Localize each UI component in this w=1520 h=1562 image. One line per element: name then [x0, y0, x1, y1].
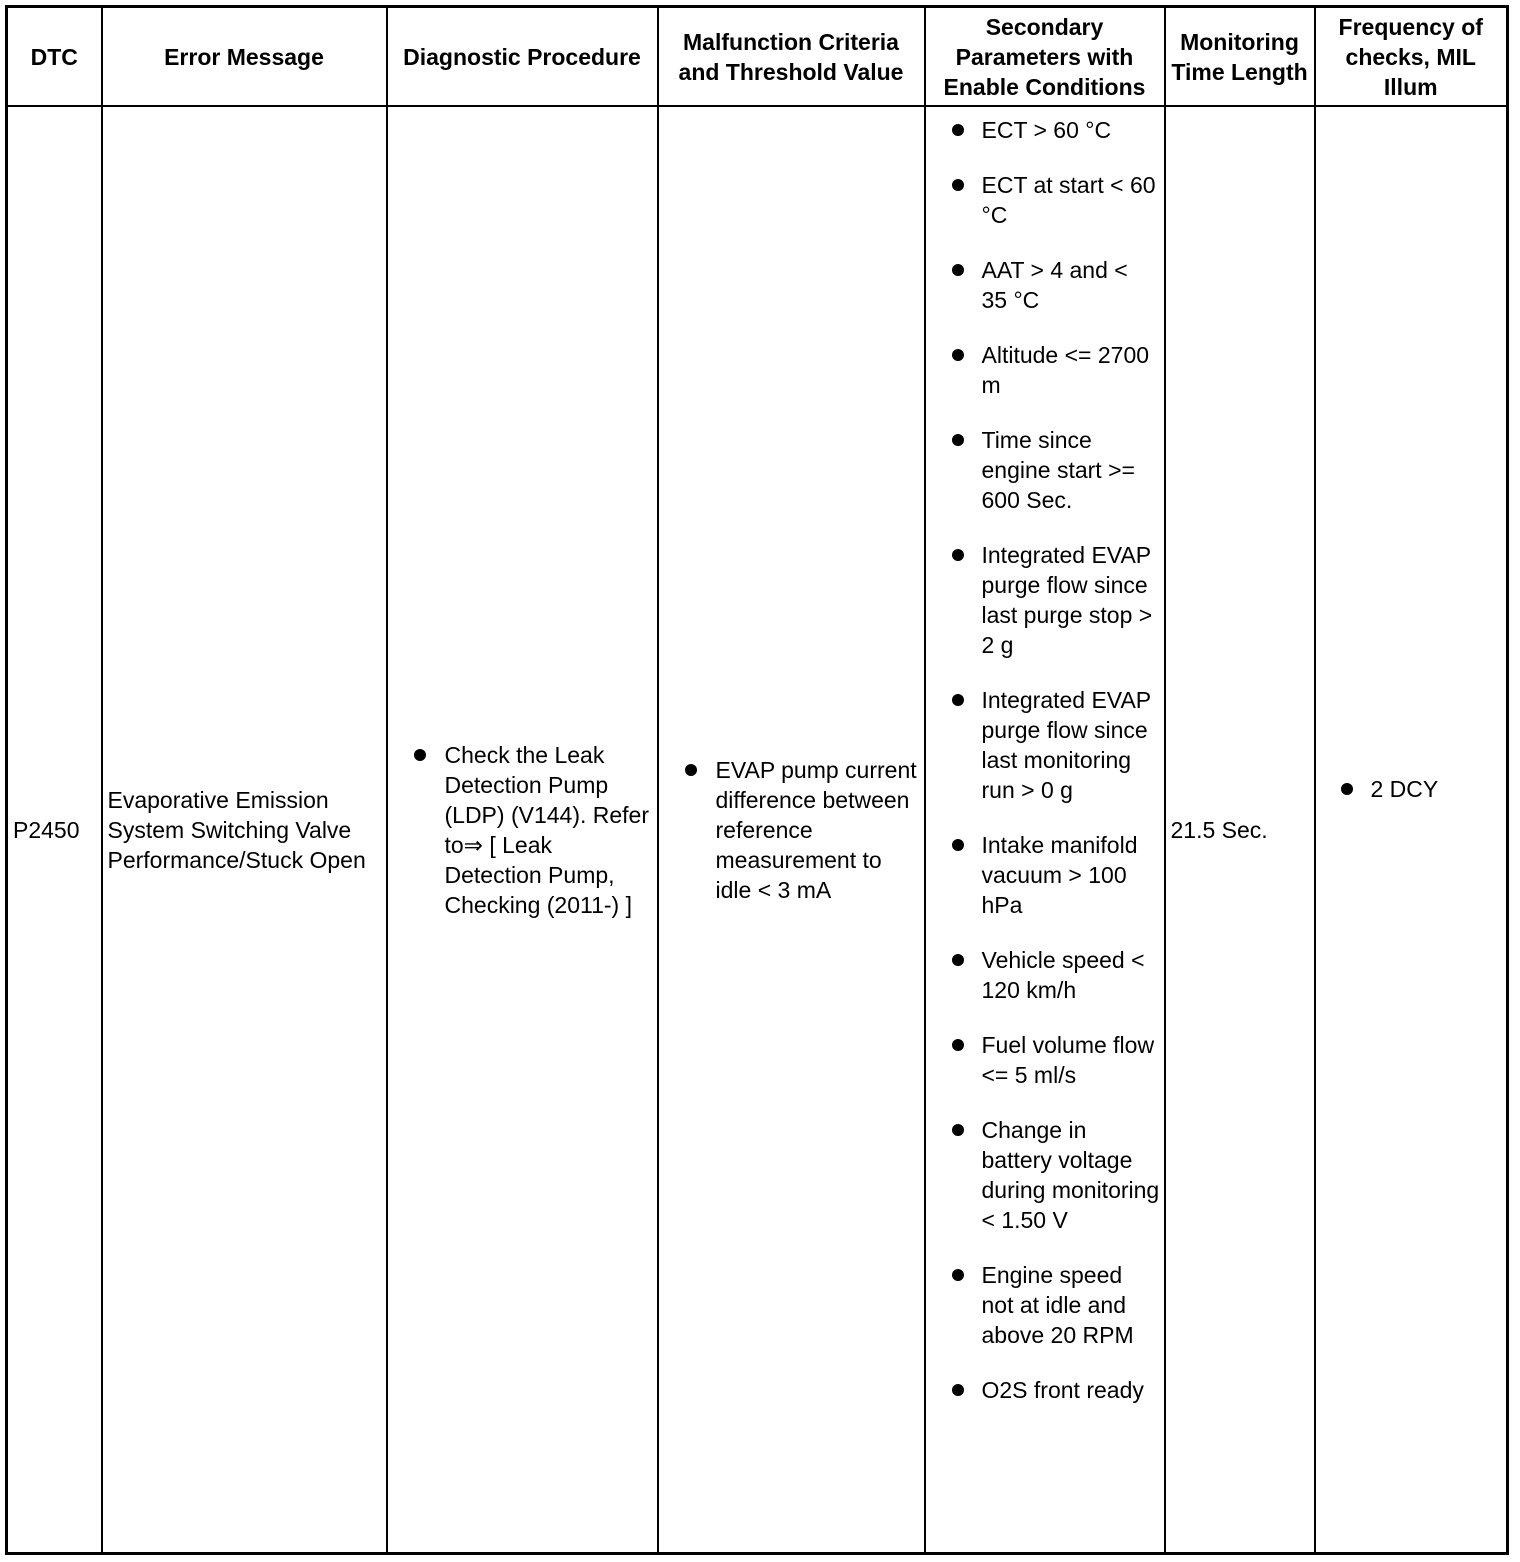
- list-item: Altitude <= 2700 m: [930, 340, 1160, 400]
- header-monitoring-time: Monitoring Time Length: [1165, 7, 1315, 107]
- list-item: Check the Leak Detection Pump (LDP) (V144). Refer to⇒ [ Leak Detection Pump, Checking (2011-) ]: [393, 740, 652, 920]
- list-item: Time since engine start >= 600 Sec.: [930, 425, 1160, 515]
- list-item: Intake manifold vacuum > 100 hPa: [930, 830, 1160, 920]
- list-item: ECT at start < 60 °C: [930, 170, 1160, 230]
- list-item: EVAP pump current difference between reference measurement to idle < 3 mA: [664, 755, 919, 905]
- malfunction-criteria-cell: [658, 106, 925, 1554]
- dtc-code: P2450: [7, 106, 102, 1554]
- list-item: Fuel volume flow <= 5 ml/s: [930, 1030, 1160, 1090]
- secondary-parameters-list: [930, 115, 1160, 1405]
- table-row: [7, 106, 1508, 1554]
- list-item: ECT > 60 °C: [930, 115, 1160, 145]
- monitoring-time-cell: 21.5 Sec.: [1165, 106, 1315, 1554]
- list-item: Vehicle speed < 120 km/h: [930, 945, 1160, 1005]
- header-error-message: Error Message: [102, 7, 387, 107]
- error-message-cell: Evaporative Emission System Switching Valve Performance/Stuck Open: [102, 106, 387, 1554]
- frequency-cell: [1315, 106, 1508, 1554]
- malfunction-criteria-list: [664, 755, 919, 905]
- dtc-table: [5, 5, 1509, 1555]
- header-dtc: DTC: [7, 7, 102, 107]
- header-malfunction-criteria: Malfunction Criteria and Threshold Value: [658, 7, 925, 107]
- diagnostic-procedure-list: [393, 740, 652, 920]
- frequency-list: [1321, 774, 1502, 804]
- list-item: Integrated EVAP purge flow since last purge stop > 2 g: [930, 540, 1160, 660]
- header-diagnostic-procedure: Diagnostic Procedure: [387, 7, 658, 107]
- list-item: AAT > 4 and < 35 °C: [930, 255, 1160, 315]
- list-item: 2 DCY: [1321, 774, 1502, 804]
- list-item: Change in battery voltage during monitoring < 1.50 V: [930, 1115, 1160, 1235]
- secondary-parameters-cell: [925, 106, 1165, 1554]
- header-frequency: Frequency of checks, MIL Illum: [1315, 7, 1508, 107]
- list-item: Engine speed not at idle and above 20 RPM: [930, 1260, 1160, 1350]
- list-item: O2S front ready: [930, 1375, 1160, 1405]
- diagnostic-procedure-cell: [387, 106, 658, 1554]
- list-item: Integrated EVAP purge flow since last monitoring run > 0 g: [930, 685, 1160, 805]
- header-secondary-parameters: Secondary Parameters with Enable Conditions: [925, 7, 1165, 107]
- header-row: [7, 7, 1508, 107]
